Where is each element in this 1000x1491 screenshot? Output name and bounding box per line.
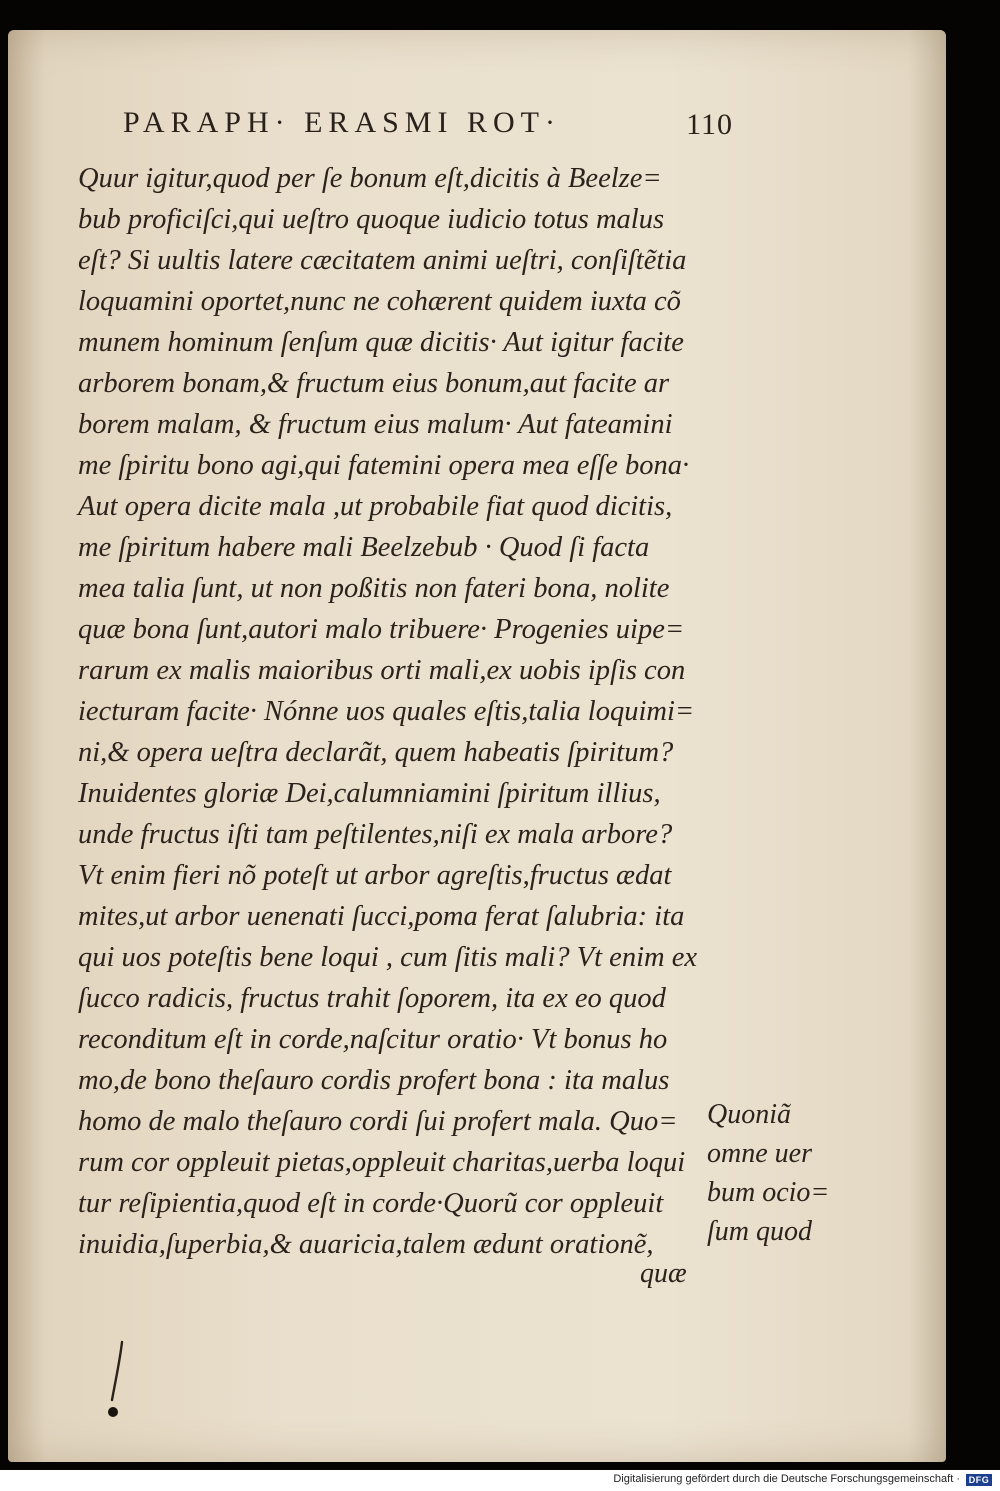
text-line: qui uos poteſtis bene loqui , cum ſitis mali? Vt enim ex — [78, 942, 697, 973]
marginal-note-line: ſum quod — [707, 1216, 812, 1247]
ink-mark-icon — [100, 1338, 130, 1428]
text-line: mea talia ſunt, ut non poßitis non fateri bona, nolite — [78, 573, 670, 604]
folio-number: 110 — [686, 108, 733, 141]
text-line: Vt enim fieri nõ poteſt ut arbor agreſtis,fructus ædat — [78, 860, 672, 891]
text-line: mites,ut arbor uenenati ſucci,poma ferat ſalubria: ita — [78, 901, 685, 932]
text-line: Aut opera dicite mala ,ut probabile fiat quod dicitis, — [78, 491, 673, 522]
dfg-logo-icon: DFG — [966, 1474, 992, 1486]
running-title: PARAPH· ERASMI ROT· — [123, 106, 561, 139]
funding-credit: Digitalisierung gefördert durch die Deutsche Forschungsgemeinschaft · — [613, 1473, 960, 1485]
marginal-note-line: Quoniã — [707, 1099, 791, 1130]
text-line: ſucco radicis, fructus trahit ſoporem, ita ex eo quod — [78, 983, 666, 1014]
text-line: mo,de bono theſauro cordis profert bona : ita malus — [78, 1065, 670, 1096]
text-line: Quur igitur,quod per ſe bonum eſt,dicitis à Beelze= — [78, 163, 662, 194]
text-line: reconditum eſt in corde,naſcitur oratio· Vt bonus ho — [78, 1024, 668, 1055]
marginal-note — [707, 1095, 837, 1251]
text-line: me ſpiritum habere mali Beelzebub · Quod ſi facta — [78, 532, 650, 563]
text-line: arborem bonam,& fructum eius bonum,aut facite ar — [78, 368, 670, 399]
page-header — [123, 102, 733, 148]
text-line: Inuidentes gloriæ Dei,calumniamini ſpiritum illius, — [78, 778, 661, 809]
text-line: iecturam facite· Nónne uos quales eſtis,talia loquimi= — [78, 696, 695, 727]
text-line: munem hominum ſenſum quæ dicitis· Aut igitur facite — [78, 327, 684, 358]
text-line: borem malam, & fructum eius malum· Aut fateamini — [78, 409, 673, 440]
body-text — [78, 158, 718, 1265]
text-line: ni,& opera ueſtra declarãt, quem habeatis ſpiritum? — [78, 737, 674, 768]
text-line: unde fructus iſti tam peſtilentes,niſi ex mala arbore? — [78, 819, 673, 850]
text-line: me ſpiritu bono agi,qui fatemini opera mea eſſe bona· — [78, 450, 690, 481]
text-line: rarum ex malis maioribus orti mali,ex uobis ipſis con — [78, 655, 686, 686]
digitization-footer — [0, 1470, 1000, 1491]
text-line: homo de malo theſauro cordi ſui profert mala. Quo= — [78, 1106, 678, 1137]
catchword: quæ — [640, 1258, 687, 1289]
text-line: bub proficiſci,qui ueſtro quoque iudicio totus malus — [78, 204, 665, 235]
text-line: inuidia,ſuperbia,& auaricia,talem ædunt orationẽ, — [78, 1229, 654, 1260]
text-line: quæ bona ſunt,autori malo tribuere· Progenies uipe= — [78, 614, 685, 645]
text-line: loquamini oportet,nunc ne cohærent quidem iuxta cõ — [78, 286, 681, 317]
marginal-note-line: omne uer — [707, 1138, 812, 1169]
text-line: rum cor oppleuit pietas,oppleuit charitas,uerba loqui — [78, 1147, 686, 1178]
text-line: tur reſipientia,quod eſt in corde·Quorũ cor oppleuit — [78, 1188, 664, 1219]
marginal-note-line: bum ocio= — [707, 1177, 830, 1208]
text-line: eſt? Si uultis latere cæcitatem animi ueſtri, conſiſtẽtia — [78, 245, 687, 276]
